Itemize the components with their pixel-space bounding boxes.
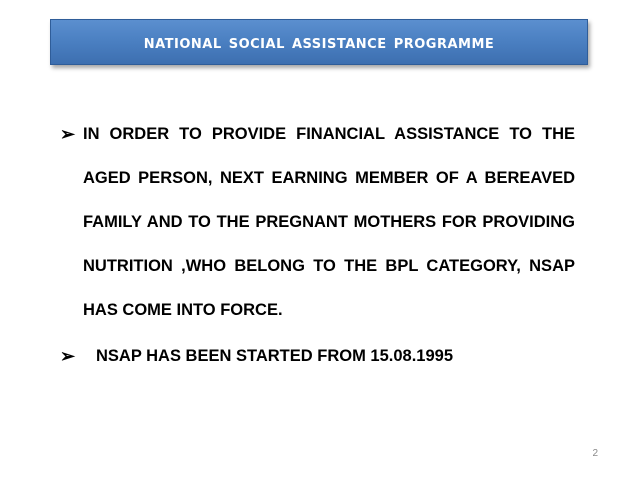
arrow-bullet-icon: ➢ bbox=[60, 346, 76, 366]
bullet-list bbox=[60, 112, 575, 378]
page-number: 2 bbox=[592, 448, 598, 459]
arrow-bullet-icon: ➢ bbox=[60, 124, 76, 144]
bullet-text-2: NSAP HAS BEEN STARTED FROM 15.08.1995 bbox=[96, 347, 453, 365]
slide-title-bar bbox=[50, 19, 588, 65]
bullet-text-1: IN ORDER TO PROVIDE FINANCIAL ASSISTANCE TO THE AGED PERSON, NEXT EARNING MEMBER OF A BEREAVED FAMILY AND TO THE PREGNANT MOTHERS FOR PROVIDING NUTRITION ,WHO BELONG TO THE BPL CATEGORY, NSAP HAS COME INTO FORCE. bbox=[83, 125, 575, 319]
bullet-item-2 bbox=[60, 334, 575, 378]
slide-title: national social assistance programme bbox=[143, 31, 495, 53]
bullet-item-1 bbox=[60, 112, 575, 332]
